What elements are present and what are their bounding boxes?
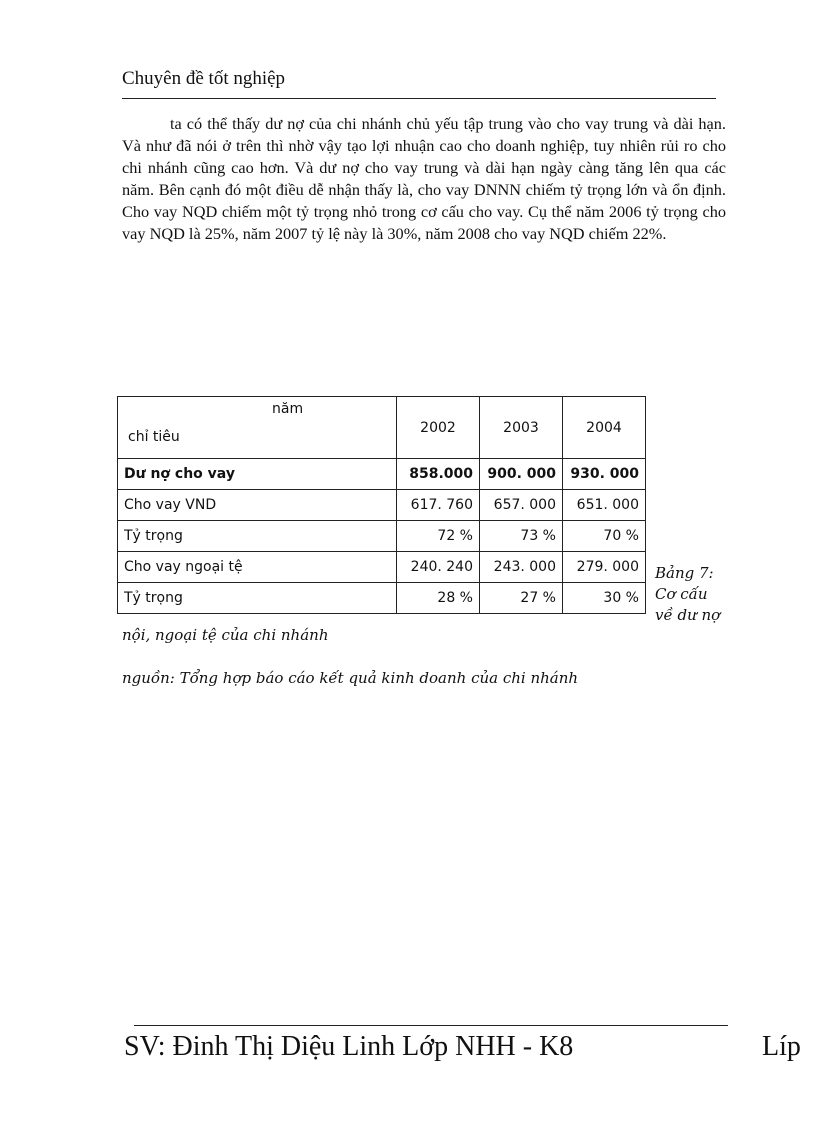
table-row [118, 459, 646, 490]
table-caption-side [655, 563, 725, 626]
table-source-note: nguồn: Tổng hợp báo cáo kết quả kinh doanh của chi nhánh [122, 669, 579, 687]
cell-value: 279. 000 [563, 552, 646, 583]
row-label: Dư nợ cho vay [118, 459, 397, 490]
cell-value: 617. 760 [397, 490, 480, 521]
cell-value: 240. 240 [397, 552, 480, 583]
body-paragraph [122, 113, 726, 245]
loan-structure-table [117, 396, 646, 614]
cell-value: 657. 000 [480, 490, 563, 521]
table-row [118, 490, 646, 521]
year-header: 2003 [480, 397, 563, 459]
row-label: Cho vay VND [118, 490, 397, 521]
corner-year-label: năm [272, 401, 304, 417]
cell-value: 70 % [563, 521, 646, 552]
row-label: Tỷ trọng [118, 583, 397, 614]
footer-student-info: SV: Đinh Thị Diệu Linh Lớp NHH - K8 [124, 1031, 574, 1062]
cell-value: 900. 000 [480, 459, 563, 490]
caption-line: về dư nợ [655, 606, 721, 624]
footer-class-label: Líp [762, 1031, 801, 1062]
table-row [118, 552, 646, 583]
body-paragraph-text: ta có thể thấy dư nợ của chi nhánh chủ yếu tập trung vào cho vay trung và dài hạn. Và như đã nói ở trên thì nhờ vậy tạo lợi nhuận cao cho doanh nghiệp, tuy nhiên rủi ro cho chi nhánh cũng cao hơn. Và dư nợ cho vay trung và dài hạn ngày càng tăng lên qua các năm. Bên cạnh đó một điều dễ nhận thấy là, cho vay DNNN chiếm tỷ trọng lớn và ổn định. Cho vay NQD chiếm một tỷ trọng nhỏ trong cơ cấu cho vay. Cụ thể năm 2006 tỷ trọng cho vay NQD là 25%, năm 2007 tỷ lệ này là 30%, năm 2008 cho vay NQD chiếm 22%. [122, 114, 726, 243]
cell-value: 858.000 [397, 459, 480, 490]
caption-line: Bảng 7: [655, 564, 714, 582]
cell-value: 243. 000 [480, 552, 563, 583]
year-header: 2004 [563, 397, 646, 459]
cell-value: 30 % [563, 583, 646, 614]
corner-indicator-label: chỉ tiêu [128, 429, 180, 445]
cell-value: 72 % [397, 521, 480, 552]
page-header-title: Chuyên đề tốt nghiệp [122, 68, 286, 89]
row-label: Cho vay ngoại tệ [118, 552, 397, 583]
row-label: Tỷ trọng [118, 521, 397, 552]
cell-value: 27 % [480, 583, 563, 614]
cell-value: 651. 000 [563, 490, 646, 521]
table-header-row [118, 397, 646, 459]
cell-value: 930. 000 [563, 459, 646, 490]
table-corner-cell [118, 397, 397, 459]
cell-value: 28 % [397, 583, 480, 614]
caption-line: Cơ cấu [655, 585, 708, 603]
cell-value: 73 % [480, 521, 563, 552]
table-row [118, 521, 646, 552]
year-header: 2002 [397, 397, 480, 459]
table-row [118, 583, 646, 614]
header-divider [122, 98, 716, 99]
footer-divider [134, 1025, 728, 1026]
table-caption-continuation: nội, ngoại tệ của chi nhánh [122, 626, 329, 644]
